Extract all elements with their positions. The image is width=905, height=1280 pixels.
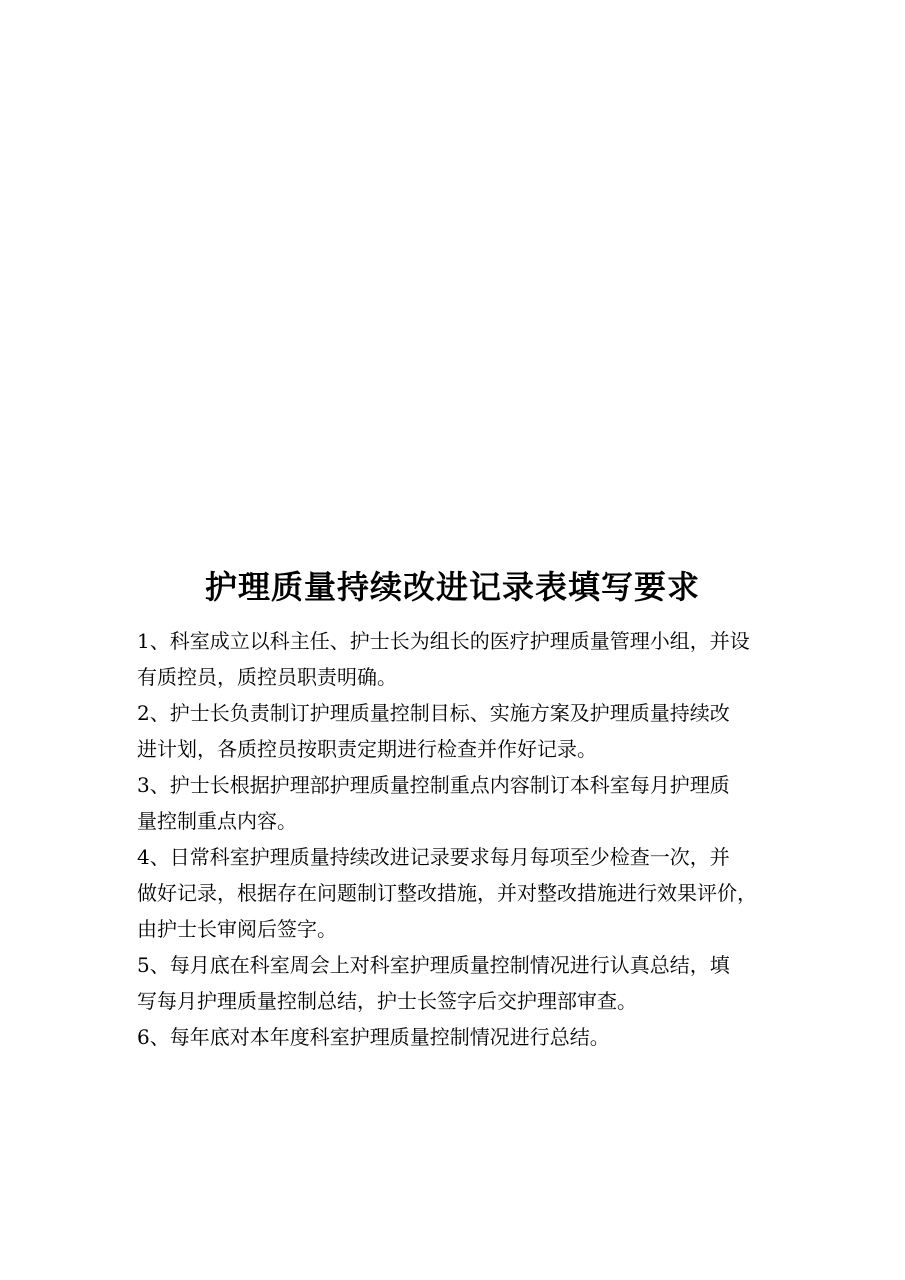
requirements-list [137,623,787,1055]
text-line: 进计划，各质控员按职责定期进行检查并作好记录。 [137,737,597,761]
text-line: 2、护士长负责制订护理质量控制目标、实施方案及护理质量持续改 [137,701,730,725]
document-title: 护理质量持续改进记录表填写要求 [204,568,700,606]
text-line: 由护士长审阅后签字。 [137,917,337,941]
text-line: 写每月护理质量控制总结，护士长签字后交护理部审查。 [137,989,637,1013]
text-line: 3、护士长根据护理部护理质量控制重点内容制订本科室每月护理质 [137,773,730,797]
text-line: 有质控员，质控员职责明确。 [137,665,397,689]
text-line: 4、日常科室护理质量持续改进记录要求每月每项至少检查一次，并 [137,845,730,869]
text-line: 量控制重点内容。 [137,809,297,833]
text-line: 5、每月底在科室周会上对科室护理质量控制情况进行认真总结，填 [137,953,730,977]
text-line: 1、科室成立以科主任、护士长为组长的医疗护理质量管理小组，并设 [137,629,750,653]
text-line: 做好记录，根据存在问题制订整改措施，并对整改措施进行效果评价， [137,881,757,905]
text-line: 6、每年底对本年度科室护理质量控制情况进行总结。 [137,1025,610,1049]
